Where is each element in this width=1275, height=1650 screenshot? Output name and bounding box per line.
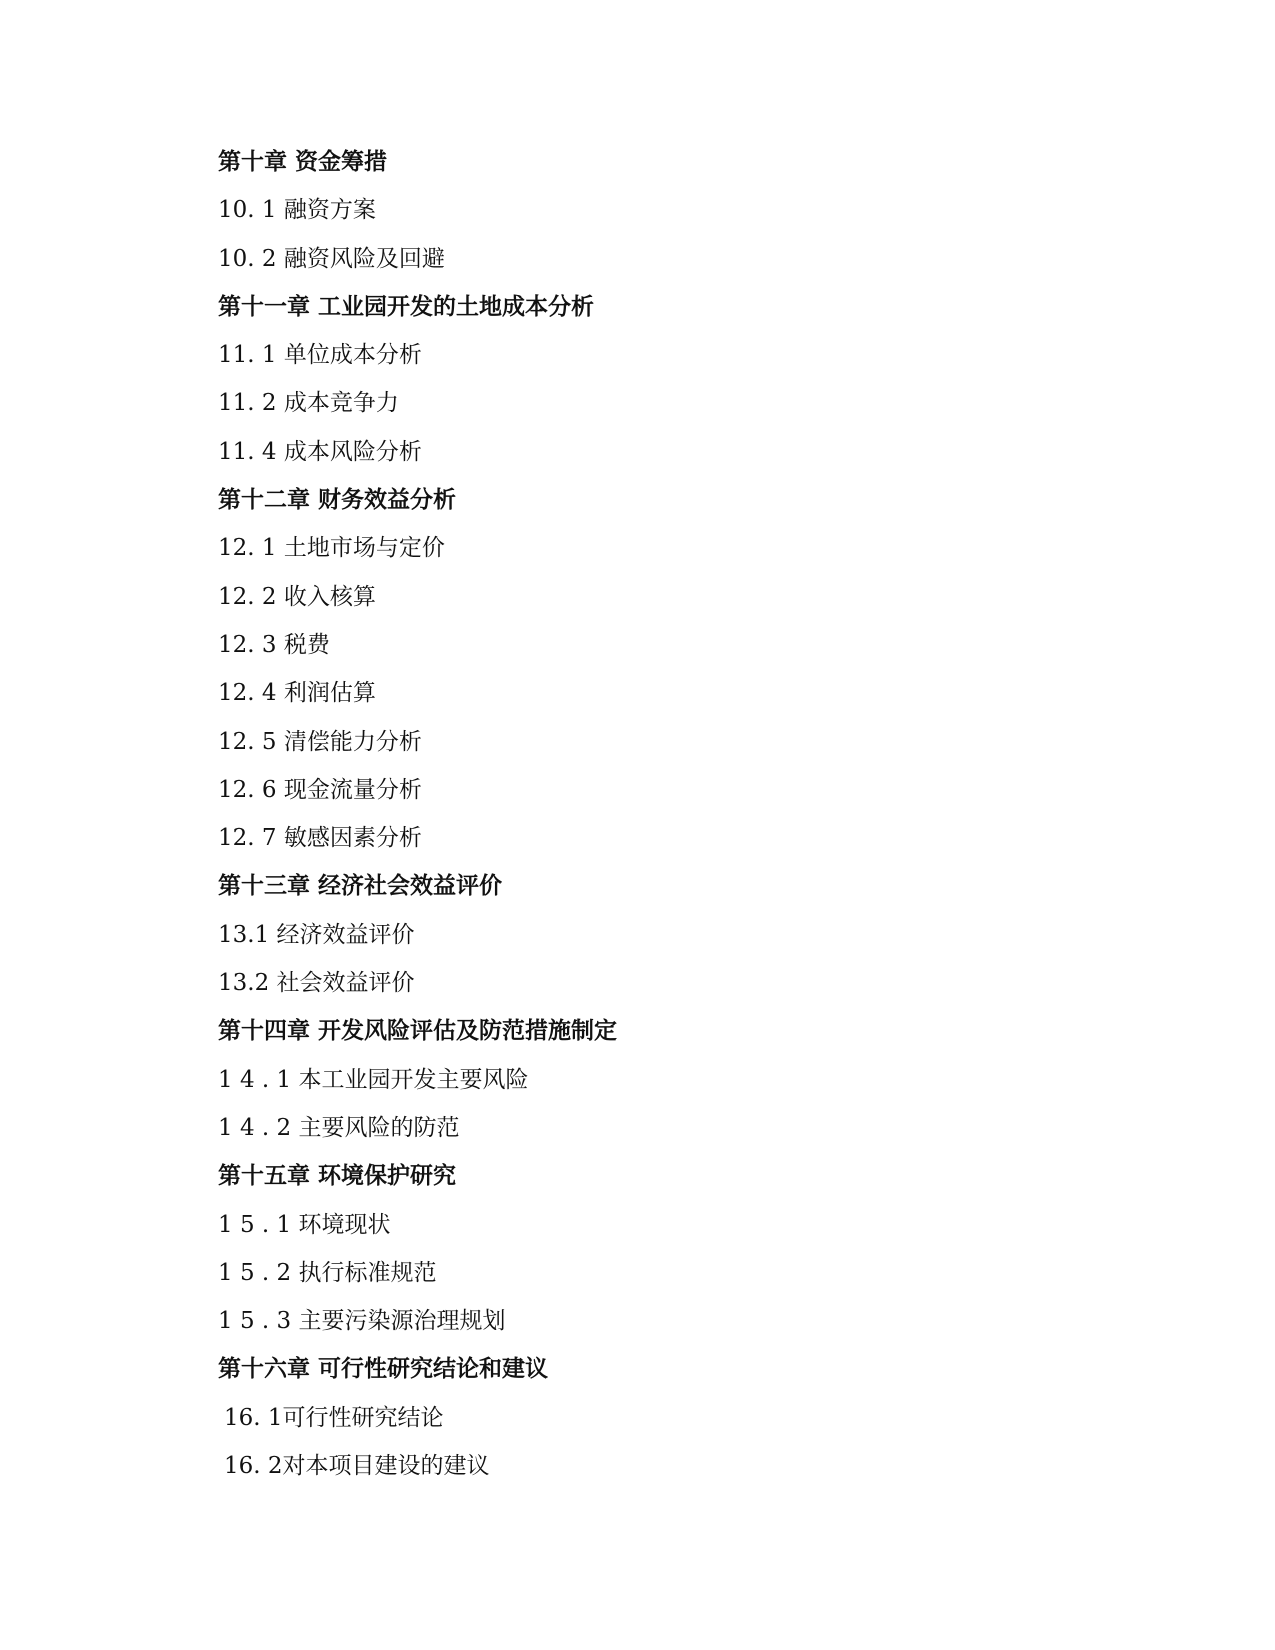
toc-chapter-12: 第十二章 财务效益分析 <box>218 486 457 514</box>
toc-section-14-1: 1 4 . 1 本工业园开发主要风险 <box>218 1066 529 1093</box>
toc-chapter-14: 第十四章 开发风险评估及防范措施制定 <box>218 1017 618 1045</box>
toc-chapter-15: 第十五章 环境保护研究 <box>218 1162 457 1190</box>
toc-section-10-1: 10. 1 融资方案 <box>218 197 376 224</box>
toc-section-12-5: 12. 5 清偿能力分析 <box>218 728 422 755</box>
toc-section-15-2: 1 5 . 2 执行标准规范 <box>218 1259 437 1286</box>
toc-section-15-3: 1 5 . 3 主要污染源治理规划 <box>218 1308 506 1335</box>
toc-section-14-2: 1 4 . 2 主要风险的防范 <box>218 1114 460 1141</box>
toc-section-16-1: 16. 1可行性研究结论 <box>224 1404 444 1431</box>
toc-section-11-4: 11. 4 成本风险分析 <box>218 438 422 465</box>
toc-chapter-13: 第十三章 经济社会效益评价 <box>218 872 503 900</box>
toc-section-12-2: 12. 2 收入核算 <box>218 583 376 610</box>
toc-section-10-2: 10. 2 融资风险及回避 <box>218 245 445 272</box>
toc-section-12-4: 12. 4 利润估算 <box>218 680 376 707</box>
toc-section-12-7: 12. 7 敏感因素分析 <box>218 825 422 852</box>
toc-section-16-2: 16. 2对本项目建设的建议 <box>224 1453 490 1480</box>
table-of-contents <box>218 138 1118 1490</box>
toc-chapter-10: 第十章 资金筹措 <box>218 148 388 175</box>
toc-section-12-1: 12. 1 土地市场与定价 <box>218 535 445 562</box>
toc-section-12-6: 12. 6 现金流量分析 <box>218 776 422 803</box>
toc-section-12-3: 12. 3 税费 <box>218 631 330 658</box>
toc-section-15-1: 1 5 . 1 环境现状 <box>218 1211 391 1238</box>
toc-chapter-16: 第十六章 可行性研究结论和建议 <box>218 1355 549 1383</box>
toc-section-11-1: 11. 1 单位成本分析 <box>218 342 422 369</box>
toc-section-11-2: 11. 2 成本竞争力 <box>218 390 399 417</box>
toc-section-13-1: 13.1 经济效益评价 <box>218 921 415 948</box>
toc-chapter-11: 第十一章 工业园开发的土地成本分析 <box>218 292 595 320</box>
toc-section-13-2: 13.2 社会效益评价 <box>218 970 415 997</box>
